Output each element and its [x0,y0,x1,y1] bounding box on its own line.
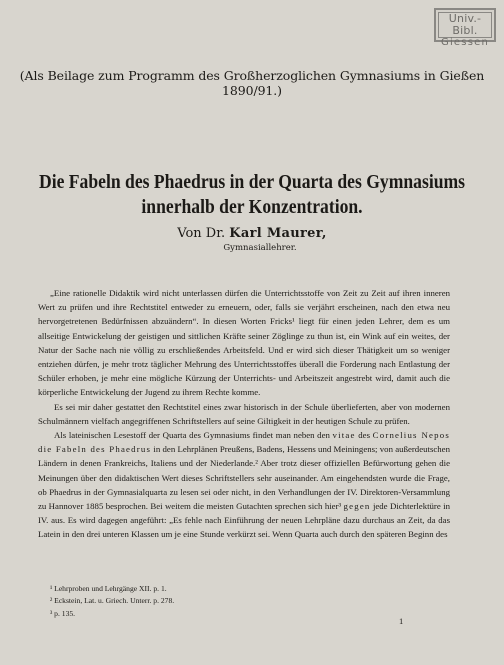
footnote-3: ³ p. 135. [50,608,76,618]
paragraph-3-part-d: jede Dichterlektüre in IV. aus. Es wird dagegen angeführt: „Es fehle nach Einführung der neuen Lehrpläne dazu durchaus an Zeit, da das Latein in den drei unteren Klassen um je eine Stunde verkürzt sei. Wenn Quarta auch durch den späteren Beginn des [38,501,450,540]
footnote-2: ² Eckstein, Lat. u. Griech. Unterr. p. 278. [50,596,175,606]
footnotes [50,583,430,620]
footnote-1: ¹ Lehrproben und Lehrgänge XII. p. 1. [50,584,167,593]
author-prefix: Von Dr. [177,226,226,241]
paragraph-1: „Eine rationelle Didaktik wird nicht unterlassen dürfen die Unterrichtsstoffe von Zeit zu Zeit auf ihren inneren Wert zu prüfen und ihre Rechtstitel entweder zu erneuern, oder, falls sie verjährt erscheinen, nach den etwa neu hervorgetretenen Bedürfnissen abzuändern“. In diesen Worten Fricks¹ liegt für einen jeden Lehrer, dem es um allseitige Entwickelung der geistigen und sittlichen Kräfte seiner Zöglinge zu thun ist, ein Wink auf ein weites, der Natur der Sache nach nie völlig zu erschließendes Arbeitsfeld. Und er wird sich dieser Thätigkeit um so weniger entziehen dürfen, je mehr trotz täglicher Mehrung des Unterrichtsstoffes überall die Forderung nach Entlastung der Schüler erhoben, je mehr eine mögliche Kürzung der Unterrichts- und Arbeitszeit angestrebt wird, damit auch die körperliche Entwickelung der Jugend zu ihrem Rechte komme. [38,288,450,398]
author-position: Gymnasiallehrer. [223,243,297,253]
spaced-word-gegen: gegen [343,501,371,512]
stamp-line-1: Univ.-Bibl. [448,12,482,37]
library-stamp [434,8,496,48]
header-note: (Als Beilage zum Programm des Großherzoglichen Gymnasiums in Gießen 1890/91.) [19,68,485,98]
paragraph-3 [38,428,450,542]
title-line-1: Die Fabeln des Phaedrus in der Quarta des Gymnasiums [38,171,466,193]
page-title [30,170,474,220]
paragraph-3-part-a: Als lateinischen Lesestoff der Quarta des Gymnasiums findet man neben den [54,430,330,441]
author-line [0,226,504,241]
spaced-word-vitae: vitae [332,430,356,441]
author-name: Karl Maurer, [229,226,327,241]
spaced-phrase-cornelius: Cornelius Nepos die Fabeln des Phaedrus [38,430,450,455]
paragraph-3-part-b: des [358,430,371,441]
body-text [38,286,450,542]
stamp-line-2: Giessen [441,37,489,48]
paragraph-2: Es sei mir daher gestattet den Rechtstitel eines zwar historisch in der Schule überlieferten, aber von modernen Schulmännern vielfach angegriffenen Schriftstellers auf seine Giltigkeit in der heutigen Schule zu prüfen. [38,401,450,426]
paragraph-3-part-c: in den Lehrplänen Preußens, Badens, Hessens und Meiningens; von außerdeutschen Ländern in denen Frankreichs, Italiens und der Niederlande.² Aber trotz dieser offiziellen Befürwortung gehen die Meinungen über den didaktischen Wert dieses Schriftstellers sehr auseinander. Am eingehendsten wurde die Frage, ob Phaedrus in der Gymnasialquarta zu lesen sei oder nicht, in den Verhandlungen der IV. Direktoren-Versammlung zu Hannover 1885 besprochen. Bei weitem die meisten Gutachten sprechen sich hier³ [38,444,450,512]
page-number: 1 [399,616,404,626]
title-line-2: innerhalb der Konzentration. [141,196,363,218]
